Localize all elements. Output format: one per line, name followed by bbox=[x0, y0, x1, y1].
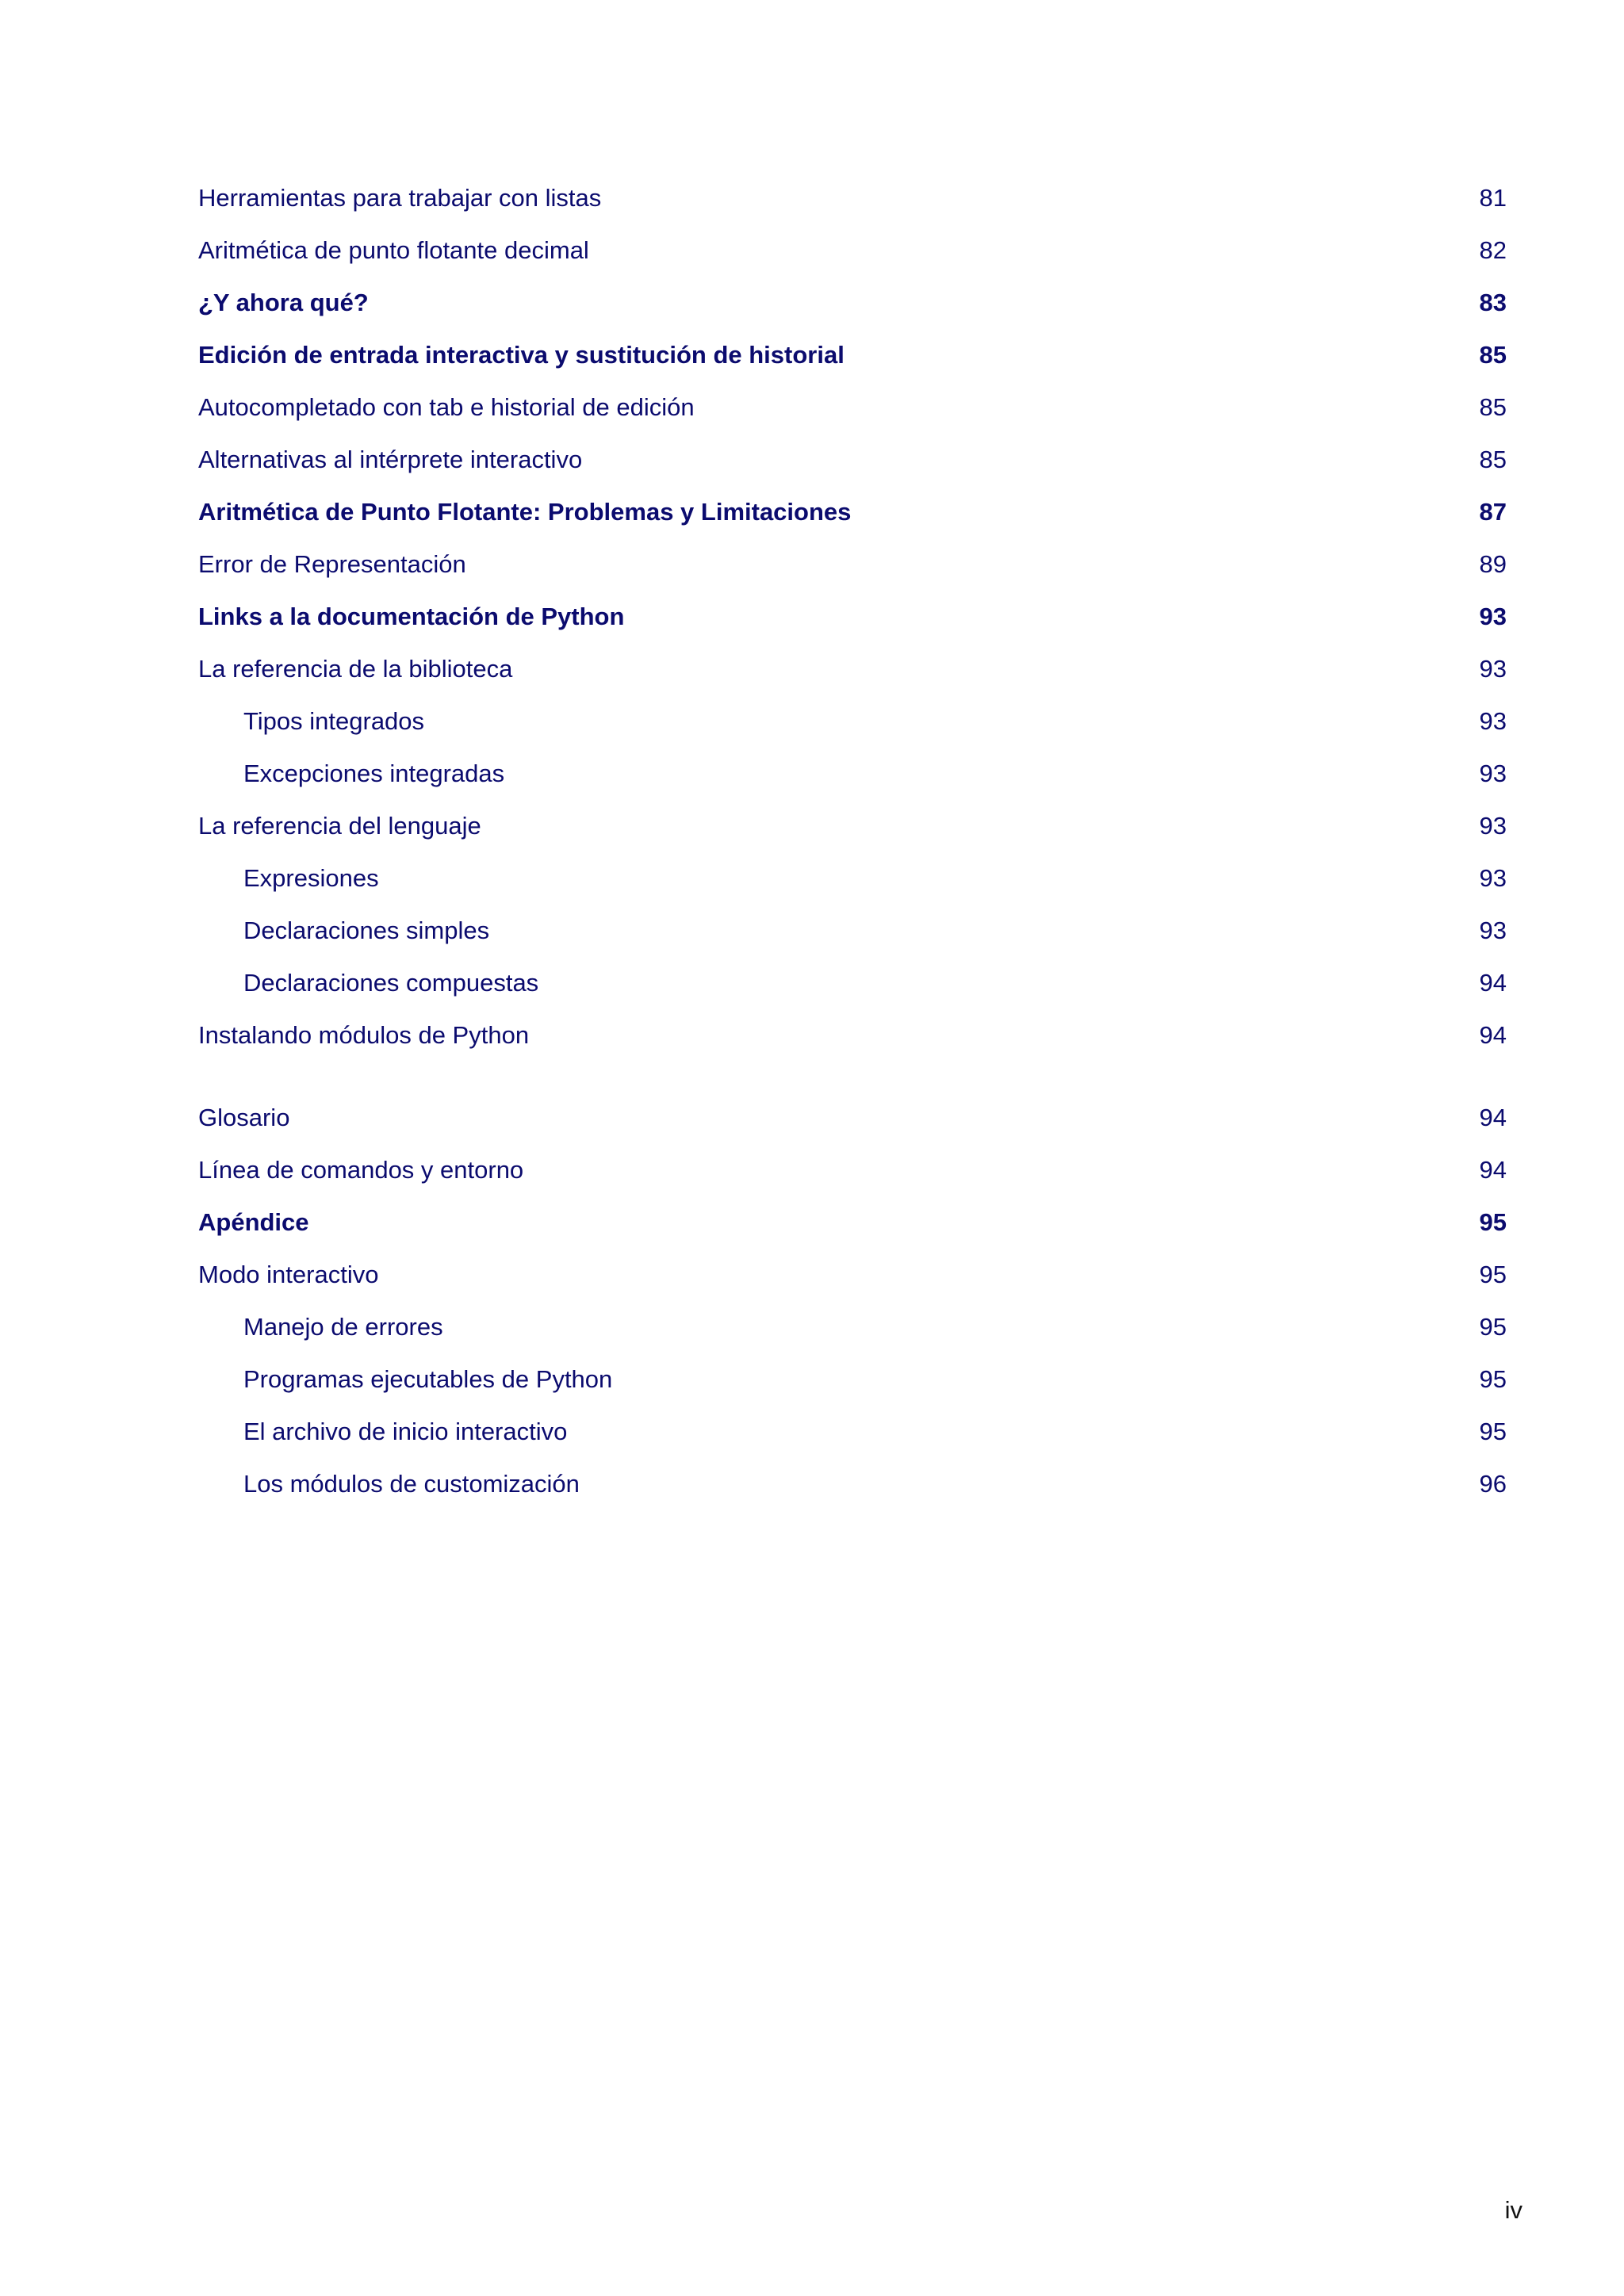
toc-entry-page: 81 bbox=[1479, 184, 1507, 212]
toc-entry[interactable] bbox=[198, 1150, 1507, 1190]
toc-entry-title: Declaraciones simples bbox=[243, 916, 490, 944]
toc-entry-title: El archivo de inicio interactivo bbox=[243, 1418, 568, 1445]
toc-entry[interactable] bbox=[198, 1098, 1507, 1138]
toc-entry-page: 93 bbox=[1479, 655, 1507, 683]
toc-entry-title: La referencia de la biblioteca bbox=[198, 655, 513, 683]
toc-entry-title: Modo interactivo bbox=[198, 1261, 379, 1288]
toc-entry[interactable] bbox=[198, 1203, 1507, 1242]
toc-entry-page: 94 bbox=[1479, 1156, 1507, 1184]
toc-entry-title: Links a la documentación de Python bbox=[198, 603, 625, 630]
toc-entry-title: ¿Y ahora qué? bbox=[198, 289, 369, 316]
toc-entry-page: 85 bbox=[1479, 341, 1507, 369]
toc-entry-page: 93 bbox=[1479, 707, 1507, 735]
toc-entry-title: Excepciones integradas bbox=[243, 760, 505, 787]
toc-entry-title: Apéndice bbox=[198, 1208, 309, 1236]
toc-entry-page: 93 bbox=[1479, 916, 1507, 944]
toc-entry-title: Instalando módulos de Python bbox=[198, 1021, 530, 1049]
toc-entry-page: 95 bbox=[1479, 1208, 1507, 1236]
toc-entry[interactable] bbox=[198, 1360, 1507, 1399]
toc-entry-title: Expresiones bbox=[243, 864, 379, 892]
toc-entry-page: 82 bbox=[1479, 236, 1507, 264]
toc-entry-page: 95 bbox=[1479, 1261, 1507, 1288]
toc-entry-page: 87 bbox=[1479, 498, 1507, 526]
toc-entry[interactable] bbox=[198, 1464, 1507, 1504]
toc-entry-title: Aritmética de punto flotante decimal bbox=[198, 236, 589, 264]
toc-entry-title: Error de Representación bbox=[198, 550, 466, 578]
toc-entry[interactable] bbox=[198, 1412, 1507, 1452]
toc-entry[interactable] bbox=[198, 283, 1507, 323]
toc-entry-page: 89 bbox=[1479, 550, 1507, 578]
toc-entry[interactable] bbox=[198, 963, 1507, 1003]
toc-entry-title: Glosario bbox=[198, 1104, 290, 1131]
toc-entry-page: 94 bbox=[1479, 1021, 1507, 1049]
toc-entry[interactable] bbox=[198, 754, 1507, 794]
toc-entry-page: 83 bbox=[1479, 289, 1507, 316]
toc-entry[interactable] bbox=[198, 388, 1507, 427]
toc-entry[interactable] bbox=[198, 702, 1507, 741]
toc-entry-page: 85 bbox=[1479, 446, 1507, 473]
toc-entry[interactable] bbox=[198, 1255, 1507, 1295]
toc-entry-page: 96 bbox=[1479, 1470, 1507, 1498]
toc-entry[interactable] bbox=[198, 806, 1507, 846]
table-of-contents bbox=[198, 178, 1507, 1534]
toc-entry-title: Los módulos de customización bbox=[243, 1470, 580, 1498]
page-number: iv bbox=[1504, 2196, 1522, 2224]
toc-entry-title: Edición de entrada interactiva y sustitución de historial bbox=[198, 341, 845, 369]
toc-entry-title: Programas ejecutables de Python bbox=[243, 1365, 613, 1393]
toc-entry-title: Autocompletado con tab e historial de edición bbox=[198, 393, 695, 421]
toc-entry[interactable] bbox=[198, 649, 1507, 689]
toc-entry[interactable] bbox=[198, 1016, 1507, 1055]
toc-entry-title: Herramientas para trabajar con listas bbox=[198, 184, 602, 212]
toc-entry-title: Línea de comandos y entorno bbox=[198, 1156, 524, 1184]
toc-entry[interactable] bbox=[198, 231, 1507, 270]
toc-entry-title: Declaraciones compuestas bbox=[243, 969, 539, 997]
toc-entry[interactable] bbox=[198, 178, 1507, 218]
toc-entry[interactable] bbox=[198, 859, 1507, 898]
toc-entry-page: 95 bbox=[1479, 1313, 1507, 1341]
toc-entry-title: Tipos integrados bbox=[243, 707, 425, 735]
toc-entry-title: Manejo de errores bbox=[243, 1313, 443, 1341]
toc-entry[interactable] bbox=[198, 335, 1507, 375]
toc-entry-page: 93 bbox=[1479, 864, 1507, 892]
toc-entry-page: 93 bbox=[1479, 760, 1507, 787]
toc-entry-page: 94 bbox=[1479, 1104, 1507, 1131]
toc-entry-page: 93 bbox=[1479, 603, 1507, 630]
toc-entry-page: 85 bbox=[1479, 393, 1507, 421]
toc-entry-title: Aritmética de Punto Flotante: Problemas y Limitaciones bbox=[198, 498, 852, 526]
toc-entry[interactable] bbox=[198, 492, 1507, 532]
toc-entry[interactable] bbox=[198, 440, 1507, 480]
toc-entry-page: 93 bbox=[1479, 812, 1507, 840]
toc-entry[interactable] bbox=[198, 911, 1507, 951]
toc-entry[interactable] bbox=[198, 545, 1507, 584]
toc-entry[interactable] bbox=[198, 597, 1507, 637]
toc-entry-page: 95 bbox=[1479, 1365, 1507, 1393]
toc-entry-page: 95 bbox=[1479, 1418, 1507, 1445]
toc-entry-title: La referencia del lenguaje bbox=[198, 812, 481, 840]
toc-entry-page: 94 bbox=[1479, 969, 1507, 997]
toc-entry[interactable] bbox=[198, 1307, 1507, 1347]
toc-entry-title: Alternativas al intérprete interactivo bbox=[198, 446, 583, 473]
